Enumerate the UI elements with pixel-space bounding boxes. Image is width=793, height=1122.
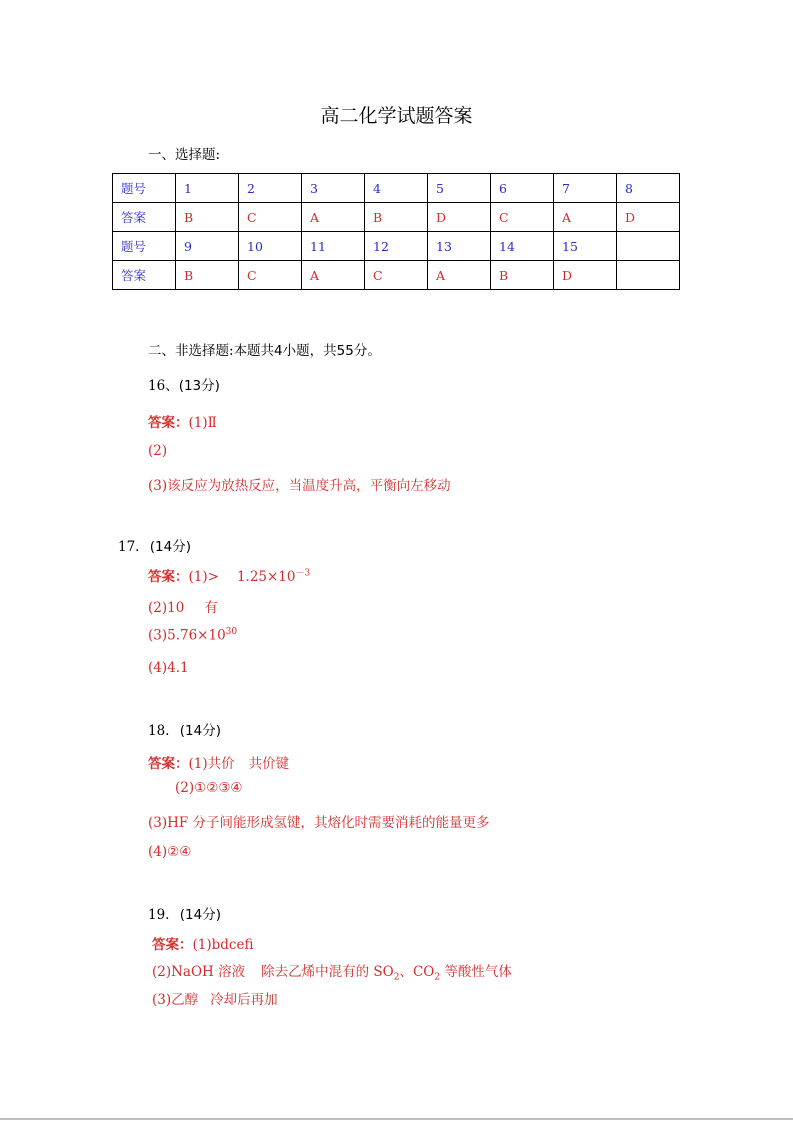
- q19-answer-2-a: (2)NaOH 溶液: [152, 964, 246, 980]
- q17-answer-1-exp: －3: [295, 568, 311, 579]
- page-bottom-divider: [0, 1118, 793, 1120]
- q17-answer-1: [148, 565, 310, 585]
- table-row-label: 题号: [113, 232, 176, 261]
- section-nonchoice-desc: 本题共4小题，共55分。: [233, 343, 381, 359]
- section-nonchoice-prefix: 二、非选择题:: [148, 343, 234, 359]
- q19-answer-1-text: (1)bdcefi: [192, 937, 254, 953]
- q19-answer-2-c: 、CO: [399, 964, 435, 980]
- table-row: [113, 261, 680, 290]
- table-number-cell: 9: [176, 232, 239, 261]
- table-number-cell: 4: [365, 174, 428, 203]
- table-answer-cell: D: [617, 203, 680, 232]
- table-number-cell: 2: [239, 174, 302, 203]
- q17-answer-prefix: 答案：: [148, 569, 189, 585]
- q19-answer-3-a: (3)乙醇: [152, 992, 199, 1008]
- q17-answer-3-a: (3)5.76×10: [148, 627, 226, 644]
- table-answer-cell: C: [491, 203, 554, 232]
- q18-answer-2: (2)①②③④: [175, 780, 243, 796]
- table-answer-cell: D: [554, 261, 617, 290]
- q16-answer-1-text: (1)Ⅱ: [188, 415, 217, 431]
- q18-answer-1: [148, 752, 289, 772]
- table-row: [113, 174, 680, 203]
- q19-answer-prefix: 答案：: [152, 937, 193, 953]
- q18-answer-1-a: (1)共价: [188, 756, 235, 772]
- table-number-cell: 7: [554, 174, 617, 203]
- table-number-cell: 5: [428, 174, 491, 203]
- q19-answer-3: [152, 988, 278, 1008]
- q18-heading: [148, 719, 221, 739]
- q19-answer-2-d: 等酸性气体: [440, 964, 512, 980]
- table-row-label: 答案: [113, 261, 176, 290]
- table-answer-cell: B: [176, 203, 239, 232]
- table-number-cell: [617, 232, 680, 261]
- q17-answer-2: [148, 596, 218, 616]
- q18-answer-4: (4)②④: [148, 844, 192, 860]
- q17-answer-1-a: (1)>: [188, 569, 219, 585]
- table-answer-cell: A: [554, 203, 617, 232]
- q19-answer-2-b: 除去乙烯中混有的 SO: [261, 964, 394, 980]
- table-answer-cell: A: [428, 261, 491, 290]
- q16-answer-prefix: 答案：: [148, 415, 189, 431]
- q16-answer-1: [148, 411, 217, 431]
- table-number-cell: 15: [554, 232, 617, 261]
- q17-number: 17.: [118, 539, 140, 555]
- table-answer-cell: [617, 261, 680, 290]
- q17-answer-4: (4)4.1: [148, 660, 189, 676]
- table-answer-cell: A: [302, 261, 365, 290]
- table-answer-cell: C: [239, 203, 302, 232]
- q17-answer-1-b: 1.25×10: [236, 569, 296, 585]
- table-number-cell: 10: [239, 232, 302, 261]
- table-answer-cell: B: [365, 203, 428, 232]
- q19-heading: [148, 903, 221, 923]
- section-choice-heading: 一、选择题:: [148, 147, 221, 163]
- answer-table: [112, 173, 680, 290]
- q19-number: 19.: [148, 907, 170, 923]
- q17-answer-3-exp: 30: [225, 627, 238, 637]
- q17-answer-2-a: (2)10: [148, 600, 185, 616]
- q19-answer-2-sub2: 2: [434, 972, 441, 983]
- q19-answer-1: [152, 933, 253, 953]
- section-nonchoice-heading: [148, 339, 381, 359]
- q17-heading: [118, 535, 191, 555]
- table-row-label: 答案: [113, 203, 176, 232]
- table-answer-cell: B: [176, 261, 239, 290]
- table-number-cell: 14: [491, 232, 554, 261]
- table-row: [113, 232, 680, 261]
- table-row: [113, 203, 680, 232]
- table-answer-cell: A: [302, 203, 365, 232]
- q16-heading: [148, 374, 220, 394]
- q19-answer-2-sub1: 2: [393, 972, 400, 983]
- q16-answer-2: (2): [148, 443, 168, 459]
- table-answer-cell: C: [239, 261, 302, 290]
- q18-number: 18.: [148, 723, 170, 739]
- table-number-cell: 12: [365, 232, 428, 261]
- table-answer-cell: C: [365, 261, 428, 290]
- q19-score: (14分): [179, 907, 221, 923]
- q19-answer-2: [152, 960, 512, 983]
- q19-answer-3-b: 冷却后再加: [210, 992, 278, 1008]
- table-number-cell: 13: [428, 232, 491, 261]
- table-number-cell: 3: [302, 174, 365, 203]
- q18-score: (14分): [179, 723, 221, 739]
- q18-answer-1-b: 共价键: [248, 756, 290, 772]
- table-number-cell: 11: [302, 232, 365, 261]
- q17-answer-3: [148, 627, 237, 644]
- q16-score: (13分): [178, 378, 220, 394]
- page-title: 高二化学试题答案: [320, 105, 473, 127]
- table-row-label: 题号: [113, 174, 176, 203]
- table-answer-cell: D: [428, 203, 491, 232]
- q18-answer-prefix: 答案：: [148, 756, 189, 772]
- q17-answer-2-b: 有: [204, 600, 218, 616]
- table-number-cell: 1: [176, 174, 239, 203]
- q17-score: (14分): [149, 539, 191, 555]
- table-answer-cell: B: [491, 261, 554, 290]
- q16-number: 16、: [148, 378, 179, 394]
- table-number-cell: 8: [617, 174, 680, 203]
- table-number-cell: 6: [491, 174, 554, 203]
- q18-answer-3: (3)HF 分子间能形成氢键，其熔化时需要消耗的能量更多: [148, 815, 490, 831]
- q16-answer-3: (3)该反应为放热反应，当温度升高，平衡向左移动: [148, 478, 451, 494]
